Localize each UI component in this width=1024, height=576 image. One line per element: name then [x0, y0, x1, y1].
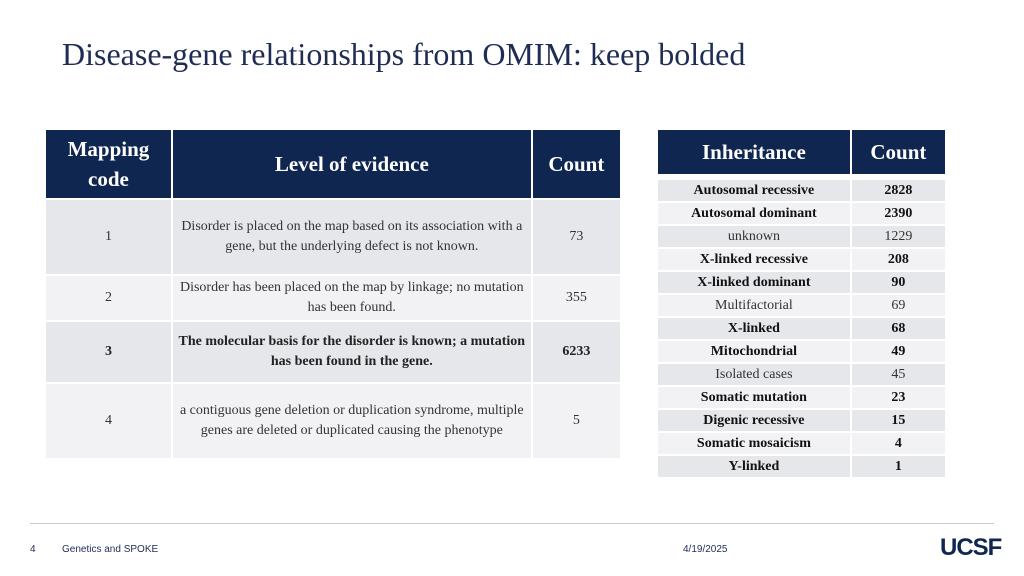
count-cell: 208: [851, 248, 946, 271]
mapping-code-cell: 2: [45, 275, 172, 321]
footer-date: 4/19/2025: [683, 544, 728, 555]
table-row: [657, 386, 946, 409]
header-mapping-code: Mapping code: [45, 129, 172, 199]
table-row: [657, 248, 946, 271]
count-cell: 5: [532, 383, 621, 459]
count-cell: 73: [532, 199, 621, 275]
count-cell: 23: [851, 386, 946, 409]
evidence-table: [44, 128, 622, 460]
footer-divider: [30, 523, 994, 524]
inheritance-cell: Y-linked: [657, 455, 851, 478]
mapping-code-cell: 4: [45, 383, 172, 459]
inheritance-cell: Autosomal recessive: [657, 179, 851, 202]
table-row: [657, 317, 946, 340]
count-cell: 355: [532, 275, 621, 321]
count-cell: 1: [851, 455, 946, 478]
header-count: Count: [532, 129, 621, 199]
table-row: [45, 275, 621, 321]
inheritance-cell: Autosomal dominant: [657, 202, 851, 225]
count-cell: 4: [851, 432, 946, 455]
mapping-code-cell: 3: [45, 321, 172, 383]
table-row: [657, 202, 946, 225]
ucsf-logo: UCSF: [940, 534, 1002, 561]
count-cell: 90: [851, 271, 946, 294]
inheritance-cell: X-linked recessive: [657, 248, 851, 271]
inheritance-cell: X-linked dominant: [657, 271, 851, 294]
table-row: [657, 179, 946, 202]
inheritance-cell: unknown: [657, 225, 851, 248]
inheritance-cell: X-linked: [657, 317, 851, 340]
page-number: 4: [30, 544, 36, 555]
table-row: [657, 271, 946, 294]
table-header-row: [45, 129, 621, 199]
table-row: [45, 199, 621, 275]
count-cell: 49: [851, 340, 946, 363]
count-cell: 45: [851, 363, 946, 386]
table-row: [657, 455, 946, 478]
evidence-cell: Disorder is placed on the map based on its association with a gene, but the underlying defect is not known.: [172, 199, 532, 275]
count-cell: 6233: [532, 321, 621, 383]
table-row: [657, 432, 946, 455]
table-row: [657, 363, 946, 386]
count-cell: 2828: [851, 179, 946, 202]
count-cell: 69: [851, 294, 946, 317]
inheritance-table: [656, 128, 947, 479]
mapping-code-cell: 1: [45, 199, 172, 275]
header-level-of-evidence: Level of evidence: [172, 129, 532, 199]
table-header-row: [657, 129, 946, 175]
evidence-cell: a contiguous gene deletion or duplication syndrome, multiple genes are deleted or duplicated causing the phenotype: [172, 383, 532, 459]
inheritance-cell: Multifactorial: [657, 294, 851, 317]
inheritance-cell: Isolated cases: [657, 363, 851, 386]
count-cell: 15: [851, 409, 946, 432]
header-inheritance: Inheritance: [657, 129, 851, 175]
table-row: [657, 340, 946, 363]
table-row: [657, 225, 946, 248]
count-cell: 2390: [851, 202, 946, 225]
footer-section-title: Genetics and SPOKE: [62, 544, 159, 555]
evidence-cell: The molecular basis for the disorder is known; a mutation has been found in the gene.: [172, 321, 532, 383]
count-cell: 68: [851, 317, 946, 340]
table-row: [657, 294, 946, 317]
table-row: [657, 409, 946, 432]
count-cell: 1229: [851, 225, 946, 248]
slide-title: Disease-gene relationships from OMIM: keep bolded: [62, 36, 746, 72]
inheritance-cell: Digenic recessive: [657, 409, 851, 432]
header-count: Count: [851, 129, 946, 175]
inheritance-cell: Mitochondrial: [657, 340, 851, 363]
inheritance-cell: Somatic mosaicism: [657, 432, 851, 455]
inheritance-cell: Somatic mutation: [657, 386, 851, 409]
evidence-cell: Disorder has been placed on the map by linkage; no mutation has been found.: [172, 275, 532, 321]
table-row: [45, 383, 621, 459]
table-row: [45, 321, 621, 383]
